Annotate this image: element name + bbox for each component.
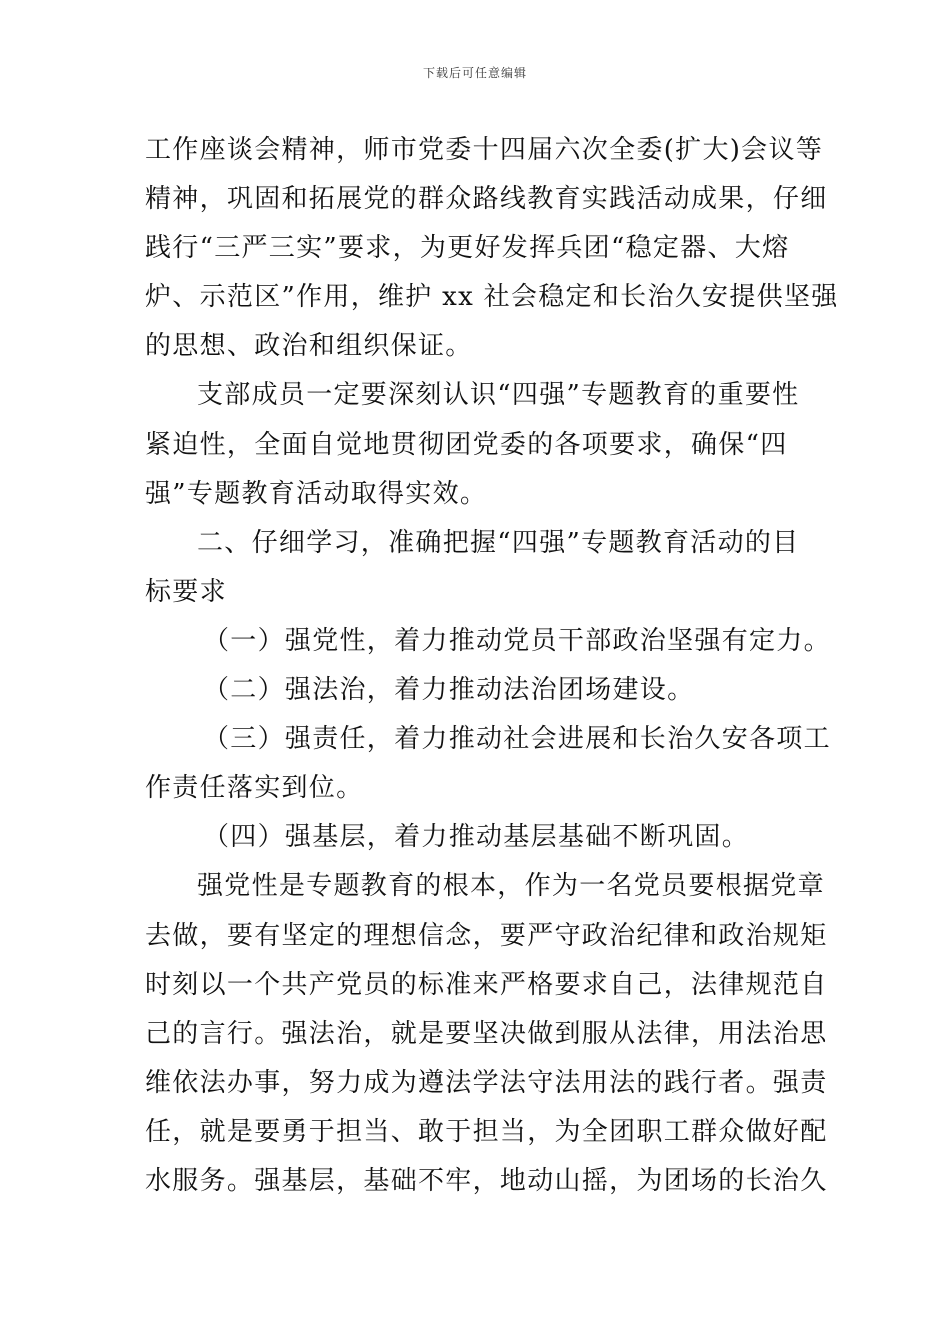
text-line: 时刻以一个共产党员的标准来严格要求自己，法律规范自 xyxy=(145,969,828,1000)
text-line: 工作座谈会精神，师市党委十四届六次全委(扩大)会议等 xyxy=(145,135,824,165)
section-heading-line: 二、仔细学习，准确把握“四强”专题教育活动的目 xyxy=(197,527,800,558)
text-line: 践行“三严三实”要求，为更好发挥兵团“稳定器、大熔 xyxy=(145,233,790,264)
list-item-1: （一）强党性，着力推动党员干部政治坚强有定力。 xyxy=(203,625,831,656)
text-line: 紧迫性，全面自觉地贯彻团党委的各项要求，确保“四 xyxy=(145,429,788,460)
text-line: 水服务。强基层，基础不牢，地动山摇，为团场的长治久 xyxy=(145,1165,828,1196)
list-item-4: （四）强基层，着力推动基层基础不断巩固。 xyxy=(203,822,750,853)
text-line: 的思想、政治和组织保证。 xyxy=(145,331,473,362)
section-heading-line-cont: 标要求 xyxy=(145,576,227,607)
text-line: 去做，要有坚定的理想信念，要严守政治纪律和政治规矩 xyxy=(145,920,828,951)
text-line: 任，就是要勇于担当、敢于担当，为全团职工群众做好配 xyxy=(145,1116,828,1147)
text-line: 炉、示范区”作用，维护 xx 社会稳定和长治久安提供坚强 xyxy=(145,282,839,313)
document-body xyxy=(145,126,839,1206)
list-item-3: （三）强责任，着力推动社会进展和长治久安各项工 xyxy=(203,724,831,755)
list-item-3-cont: 作责任落实到位。 xyxy=(145,773,364,804)
page-header-note: 下载后可任意编辑 xyxy=(422,66,527,80)
paragraph-start-line: 支部成员一定要深刻认识“四强”专题教育的重要性 xyxy=(197,380,800,411)
text-line: 强”专题教育活动取得实效。 xyxy=(145,478,488,509)
text-line: 己的言行。强法治，就是要坚决做到服从法律，用法治思 xyxy=(145,1018,828,1049)
text-line: 精神，巩固和拓展党的群众路线教育实践活动成果，仔细 xyxy=(145,184,828,215)
list-item-2: （二）强法治，着力推动法治团场建设。 xyxy=(203,675,695,706)
paragraph-start-line: 强党性是专题教育的根本，作为一名党员要根据党章 xyxy=(197,871,825,902)
text-line: 维依法办事，努力成为遵法学法守法用法的践行者。强责 xyxy=(145,1067,828,1098)
